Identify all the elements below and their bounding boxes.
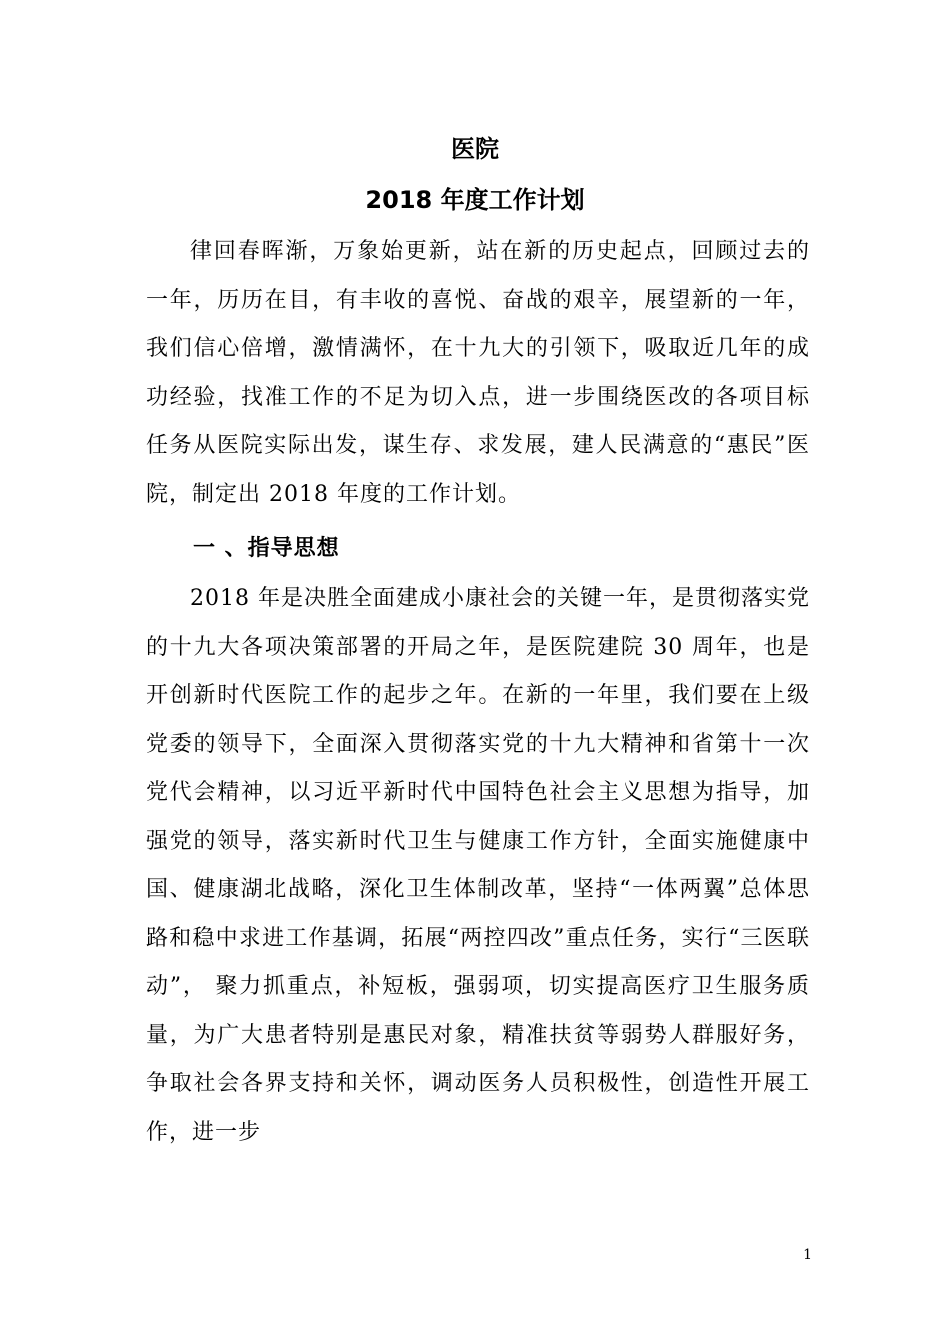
section-paragraph: 2018 年是决胜全面建成小康社会的关键一年，是贯彻落实党的十九大各项决策部署的开局之年，是医院建院 30 周年，也是开创新时代医院工作的起步之年。在新的一年里，我们要在上级党委的领导下，全面深入贯彻落实党的十九大精神和省第十一次党代会精神，以习近平新时代中国特色社会主义思想为指导，加强党的领导，落实新时代卫生与健康工作方针，全面实施健康中国、健康湖北战略，深化卫生体制改革，坚持“一体两翼”总体思路和稳中求进工作基调，拓展“两控四改”重点任务，实行“三医联动”， 聚力抓重点，补短板，强弱项，切实提高医疗卫生服务质量，为广大患者特别是惠民对象，精准扶贫等弱势人群服好务，争取社会各界支持和关怀，调动医务人员积极性，创造性开展工作，进一步	[146, 586, 810, 1145]
document-subtitle: 2018 年度工作计划	[365, 186, 585, 214]
document-title: 医院	[451, 135, 499, 163]
section-heading: 一 、指导思想	[193, 536, 340, 561]
intro-paragraph: 律回春晖渐，万象始更新，站在新的历史起点，回顾过去的一年，历历在目，有丰收的喜悦、奋战的艰辛，展望新的一年，我们信心倍增，激情满怀，在十九大的引领下，吸取近几年的成功经验，找准工作的不足为切入点，进一步围绕医改的各项目标任务从医院实际出发，谋生存、求发展，建人民满意的“惠民”医院，制定出 2018 年度的工作计划。	[146, 239, 810, 507]
page-number: 1	[803, 1247, 812, 1263]
